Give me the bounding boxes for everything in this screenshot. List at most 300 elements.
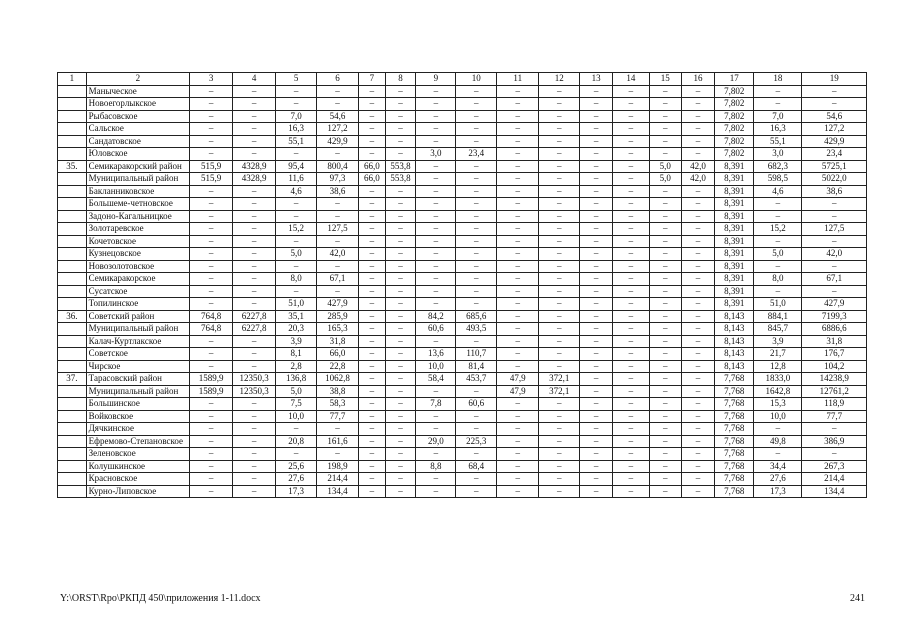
value-cell: 11,6 [276,173,317,186]
value-cell: – [233,98,276,111]
value-cell: – [612,285,649,298]
municipality-name: Новоегорлыкское [86,98,189,111]
value-cell: – [359,310,386,323]
value-cell: – [416,298,456,311]
value-cell: – [539,473,580,486]
value-cell: – [681,260,715,273]
value-cell: – [580,298,613,311]
value-cell: – [754,448,802,461]
municipality-name: Тарасовский район [86,373,189,386]
value-cell: – [317,285,359,298]
value-cell: – [681,223,715,236]
value-cell: – [612,173,649,186]
value-cell: – [190,260,233,273]
value-cell: – [233,260,276,273]
value-cell: 3,0 [754,148,802,161]
value-cell: – [649,385,681,398]
value-cell: – [233,448,276,461]
value-cell: 429,9 [317,135,359,148]
value-cell: – [681,298,715,311]
value-cell: 16,3 [276,123,317,136]
value-cell: 17,3 [754,485,802,498]
value-cell: – [539,423,580,436]
value-cell: 8,391 [715,260,754,273]
value-cell: – [456,273,497,286]
value-cell: – [276,210,317,223]
value-cell: – [580,223,613,236]
value-cell: 553,8 [385,160,416,173]
value-cell: 6227,8 [233,310,276,323]
value-cell: – [649,373,681,386]
value-cell: – [416,198,456,211]
value-cell: – [497,398,539,411]
value-cell: – [539,198,580,211]
value-cell: – [233,210,276,223]
value-cell: – [539,210,580,223]
row-number [58,485,87,498]
value-cell: – [416,235,456,248]
value-cell: – [497,85,539,98]
value-cell: – [681,398,715,411]
value-cell: – [497,448,539,461]
value-cell: – [233,123,276,136]
value-cell: – [580,235,613,248]
municipality-name: Новозолотовское [86,260,189,273]
value-cell: 14238,9 [802,373,867,386]
value-cell: 10,0 [754,410,802,423]
value-cell: 429,9 [802,135,867,148]
value-cell: – [317,210,359,223]
value-cell: – [385,198,416,211]
row-number [58,360,87,373]
value-cell: – [649,123,681,136]
municipality-name: Сусатское [86,285,189,298]
value-cell: 134,4 [317,485,359,498]
value-cell: – [612,423,649,436]
row-number: 37. [58,373,87,386]
value-cell: 8,0 [754,273,802,286]
value-cell: – [539,248,580,261]
value-cell: – [276,148,317,161]
value-cell: 1642,8 [754,385,802,398]
value-cell: 13,6 [416,348,456,361]
value-cell: 104,2 [802,360,867,373]
value-cell: – [497,148,539,161]
value-cell: 66,0 [317,348,359,361]
table-row [58,173,867,186]
value-cell: – [612,160,649,173]
value-cell: – [233,235,276,248]
value-cell: – [539,173,580,186]
value-cell: 427,9 [317,298,359,311]
value-cell: – [190,460,233,473]
value-cell: – [612,210,649,223]
value-cell: – [580,148,613,161]
value-cell: – [580,373,613,386]
value-cell: – [385,98,416,111]
table-row [58,160,867,173]
header-cell: 6 [317,73,359,86]
municipality-name: Ефремово-Степановское [86,435,189,448]
value-cell: 8,391 [715,298,754,311]
row-number [58,410,87,423]
value-cell: – [539,448,580,461]
value-cell: – [580,273,613,286]
value-cell: – [681,360,715,373]
value-cell: – [359,410,386,423]
value-cell: 118,9 [802,398,867,411]
value-cell: – [497,285,539,298]
value-cell: – [649,285,681,298]
value-cell: – [416,123,456,136]
row-number [58,173,87,186]
value-cell: – [497,423,539,436]
municipality-name: Советский район [86,310,189,323]
value-cell: 7,802 [715,135,754,148]
value-cell: – [416,410,456,423]
value-cell: 1589,9 [190,385,233,398]
value-cell: – [385,298,416,311]
municipality-name: Маныческое [86,85,189,98]
value-cell: – [456,173,497,186]
value-cell: 15,2 [276,223,317,236]
value-cell: – [416,473,456,486]
value-cell: – [580,435,613,448]
value-cell: 884,1 [754,310,802,323]
value-cell: – [190,135,233,148]
value-cell: – [649,460,681,473]
value-cell: – [276,98,317,111]
value-cell: 7,5 [276,398,317,411]
row-number [58,198,87,211]
value-cell: – [754,210,802,223]
value-cell: 845,7 [754,323,802,336]
value-cell: – [802,98,867,111]
row-number [58,210,87,223]
value-cell: – [233,398,276,411]
row-number [58,148,87,161]
value-cell: – [649,235,681,248]
value-cell: 598,5 [754,173,802,186]
table-body [58,85,867,498]
value-cell: 35,1 [276,310,317,323]
value-cell: – [416,273,456,286]
value-cell: – [497,298,539,311]
value-cell: 20,8 [276,435,317,448]
value-cell: – [359,335,386,348]
header-cell: 14 [612,73,649,86]
value-cell: 68,4 [456,460,497,473]
value-cell: – [580,110,613,123]
value-cell: – [539,260,580,273]
value-cell: – [359,235,386,248]
value-cell: – [416,248,456,261]
value-cell: 515,9 [190,173,233,186]
value-cell: – [276,260,317,273]
value-cell: – [456,123,497,136]
value-cell: – [580,485,613,498]
value-cell: – [612,248,649,261]
value-cell: – [612,260,649,273]
value-cell: – [385,335,416,348]
value-cell: – [456,485,497,498]
value-cell: – [233,485,276,498]
table-row [58,185,867,198]
header-cell: 4 [233,73,276,86]
value-cell: – [497,410,539,423]
value-cell: – [612,135,649,148]
value-cell: – [539,298,580,311]
value-cell: – [385,310,416,323]
value-cell: – [456,448,497,461]
value-cell: – [649,348,681,361]
value-cell: – [233,348,276,361]
value-cell: – [580,285,613,298]
value-cell: – [497,310,539,323]
value-cell: 15,2 [754,223,802,236]
row-number [58,98,87,111]
value-cell: – [612,223,649,236]
value-cell: – [612,348,649,361]
value-cell: – [580,448,613,461]
value-cell: – [233,198,276,211]
value-cell: – [276,448,317,461]
header-cell: 7 [359,73,386,86]
municipality-name: Семикаракорский район [86,160,189,173]
value-cell: – [580,323,613,336]
value-cell: – [649,148,681,161]
row-number [58,460,87,473]
value-cell: – [456,223,497,236]
value-cell: 58,4 [416,373,456,386]
table-row [58,98,867,111]
value-cell: – [539,123,580,136]
value-cell: 1589,9 [190,373,233,386]
value-cell: – [456,210,497,223]
value-cell: 84,2 [416,310,456,323]
municipality-name: Муниципальный район [86,173,189,186]
table-row [58,385,867,398]
value-cell: – [317,260,359,273]
value-cell: – [580,198,613,211]
value-cell: – [497,435,539,448]
value-cell: – [612,335,649,348]
value-cell: – [681,335,715,348]
value-cell: 764,8 [190,323,233,336]
value-cell: – [649,323,681,336]
value-cell: 127,2 [802,123,867,136]
value-cell: – [190,360,233,373]
value-cell: – [497,473,539,486]
value-cell: – [649,485,681,498]
value-cell: – [416,423,456,436]
table-row [58,373,867,386]
value-cell: – [385,348,416,361]
value-cell: – [276,198,317,211]
value-cell: – [385,373,416,386]
value-cell: – [580,248,613,261]
value-cell: – [754,98,802,111]
value-cell: – [497,323,539,336]
value-cell: 7,768 [715,410,754,423]
value-cell: – [416,210,456,223]
value-cell: 1833,0 [754,373,802,386]
value-cell: – [359,223,386,236]
value-cell: – [649,260,681,273]
municipality-name: Муниципальный район [86,385,189,398]
value-cell: 22,8 [317,360,359,373]
value-cell: 97,3 [317,173,359,186]
row-number [58,185,87,198]
value-cell: – [416,448,456,461]
row-number [58,223,87,236]
value-cell: 553,8 [385,173,416,186]
row-number [58,423,87,436]
value-cell: 47,9 [497,373,539,386]
value-cell: – [385,110,416,123]
value-cell: – [456,473,497,486]
value-cell: – [385,385,416,398]
value-cell: – [416,173,456,186]
value-cell: 3,9 [276,335,317,348]
table-row [58,235,867,248]
table-row [58,135,867,148]
municipality-name: Курно-Липовское [86,485,189,498]
value-cell: – [649,435,681,448]
header-cell: 13 [580,73,613,86]
value-cell: – [612,448,649,461]
municipality-name: Рыбасовское [86,110,189,123]
table-row [58,210,867,223]
value-cell: – [456,135,497,148]
value-cell: 8,143 [715,360,754,373]
value-cell: – [317,85,359,98]
value-cell: – [497,110,539,123]
value-cell: 134,4 [802,485,867,498]
value-cell: – [539,273,580,286]
value-cell: 5725,1 [802,160,867,173]
value-cell: – [649,185,681,198]
value-cell: – [416,260,456,273]
value-cell: – [276,423,317,436]
value-cell: – [385,410,416,423]
value-cell: 5,0 [754,248,802,261]
municipality-name: Чирское [86,360,189,373]
value-cell: – [649,110,681,123]
value-cell: – [580,310,613,323]
value-cell: 165,3 [317,323,359,336]
value-cell: – [359,398,386,411]
value-cell: 764,8 [190,310,233,323]
value-cell: – [190,85,233,98]
value-cell: – [497,360,539,373]
value-cell: 161,6 [317,435,359,448]
value-cell: – [456,410,497,423]
value-cell: – [612,410,649,423]
row-number [58,110,87,123]
table-row [58,323,867,336]
value-cell: – [497,223,539,236]
value-cell: – [359,85,386,98]
value-cell: – [539,135,580,148]
row-number [58,348,87,361]
value-cell: – [456,385,497,398]
value-cell: 4,6 [754,185,802,198]
value-cell: – [385,273,416,286]
value-cell: – [385,135,416,148]
value-cell: – [359,348,386,361]
header-cell: 10 [456,73,497,86]
value-cell: – [681,110,715,123]
value-cell: 7,0 [754,110,802,123]
header-cell: 18 [754,73,802,86]
value-cell: – [456,335,497,348]
value-cell: – [317,423,359,436]
value-cell: 372,1 [539,385,580,398]
value-cell: – [190,285,233,298]
value-cell: – [681,148,715,161]
value-cell: – [385,85,416,98]
header-cell: 8 [385,73,416,86]
value-cell: – [681,310,715,323]
value-cell: – [385,423,416,436]
municipality-name: Большеме-четновское [86,198,189,211]
value-cell: – [233,223,276,236]
value-cell: – [497,160,539,173]
value-cell: – [539,185,580,198]
value-cell: 8,391 [715,185,754,198]
value-cell: 60,6 [456,398,497,411]
value-cell: – [681,485,715,498]
value-cell: 51,0 [754,298,802,311]
value-cell: – [359,460,386,473]
value-cell: 5,0 [276,248,317,261]
value-cell: – [612,198,649,211]
value-cell: 67,1 [802,273,867,286]
value-cell: – [649,473,681,486]
value-cell: 15,3 [754,398,802,411]
table-row [58,435,867,448]
value-cell: – [681,85,715,98]
header-cell: 5 [276,73,317,86]
row-number [58,273,87,286]
value-cell: – [497,198,539,211]
value-cell: – [754,423,802,436]
page-number: 241 [850,593,865,604]
value-cell: 42,0 [317,248,359,261]
value-cell: – [385,398,416,411]
table-row [58,398,867,411]
value-cell: – [359,148,386,161]
value-cell: 6227,8 [233,323,276,336]
value-cell: – [612,273,649,286]
row-number [58,335,87,348]
value-cell: – [190,448,233,461]
value-cell: – [359,273,386,286]
value-cell: 682,3 [754,160,802,173]
value-cell: 4,6 [276,185,317,198]
value-cell: – [497,248,539,261]
value-cell: – [233,460,276,473]
value-cell: – [359,248,386,261]
value-cell: – [456,185,497,198]
value-cell: 8,391 [715,285,754,298]
value-cell: – [539,410,580,423]
table-row [58,298,867,311]
value-cell: – [385,185,416,198]
value-cell: – [385,435,416,448]
header-cell: 17 [715,73,754,86]
